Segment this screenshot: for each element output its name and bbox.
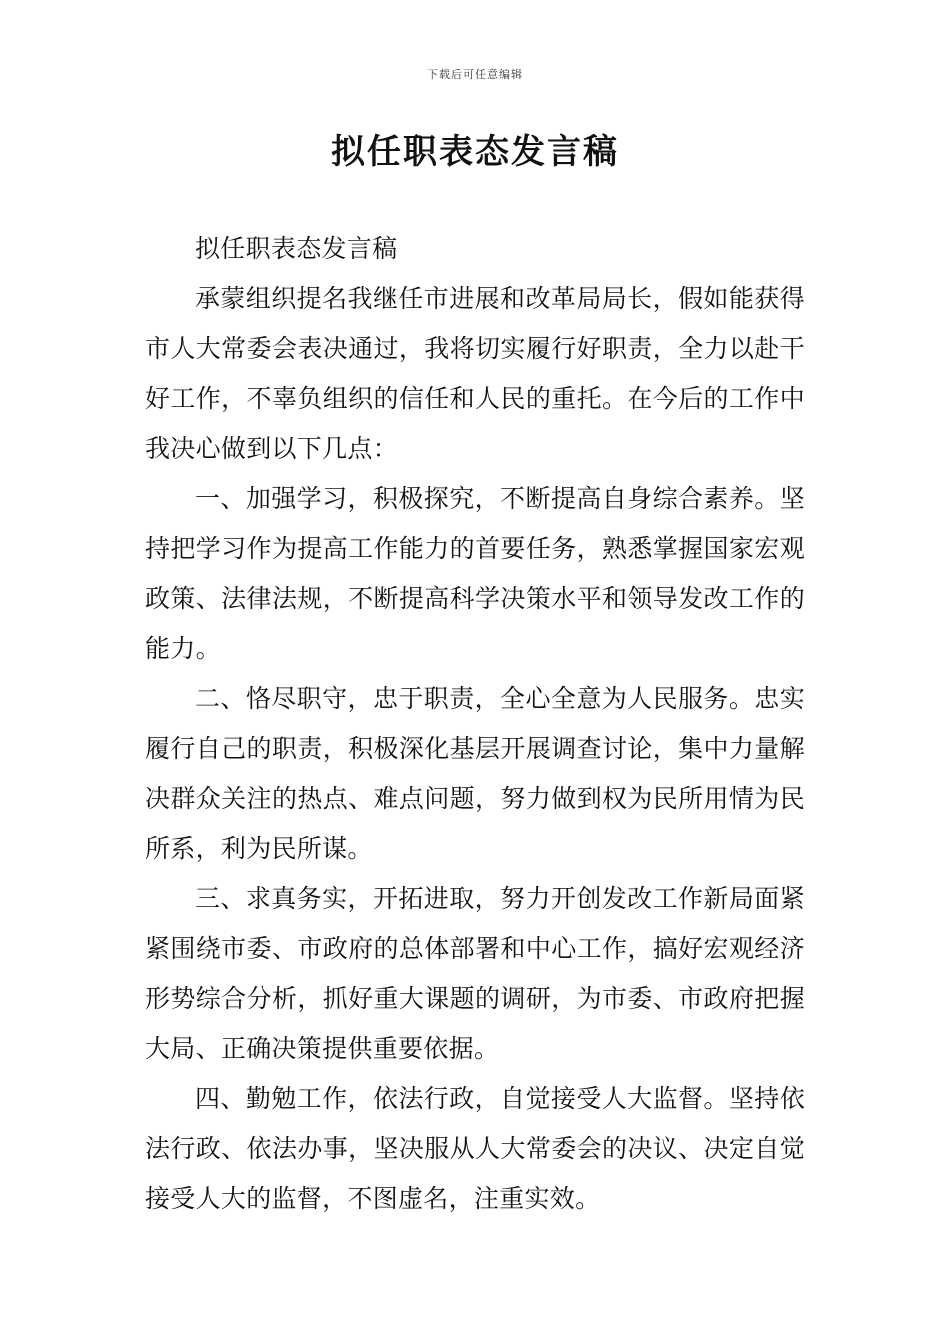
paragraph-point-2: 二、恪尽职守，忠于职责，全心全意为人民服务。忠实履行自己的职责，积极深化基层开展调查讨论，集中力量解决群众关注的热点、难点问题，努力做到权为民所用情为民所系，利为民所谋。 [145, 684, 805, 863]
paragraph-point-4: 四、勤勉工作，依法行政，自觉接受人大监督。坚持依法行政、依法办事，坚决服从人大常委会的决议、决定自觉接受人大的监督，不图虚名，注重实效。 [145, 1084, 805, 1213]
paragraph-point-3: 三、求真务实，开拓进取，努力开创发改工作新局面紧紧围绕市委、市政府的总体部署和中心工作，搞好宏观经济形势综合分析，抓好重大课题的调研，为市委、市政府把握大局、正确决策提供重要依据。 [145, 884, 805, 1063]
document-body [145, 224, 805, 1224]
paragraph-point-1: 一、加强学习，积极探究，不断提高自身综合素养。坚持把学习作为提高工作能力的首要任务，熟悉掌握国家宏观政策、法律法规，不断提高科学决策水平和领导发改工作的能力。 [145, 484, 805, 663]
body-subtitle: 拟任职表态发言稿 [195, 234, 398, 263]
paragraph-intro: 承蒙组织提名我继任市进展和改革局局长，假如能获得市人大常委会表决通过，我将切实履行好职责，全力以赴干好工作，不辜负组织的信任和人民的重托。在今后的工作中我决心做到以下几点： [145, 284, 805, 463]
header-note: 下载后可任意编辑 [427, 68, 523, 81]
document-title: 拟任职表态发言稿 [331, 132, 619, 172]
